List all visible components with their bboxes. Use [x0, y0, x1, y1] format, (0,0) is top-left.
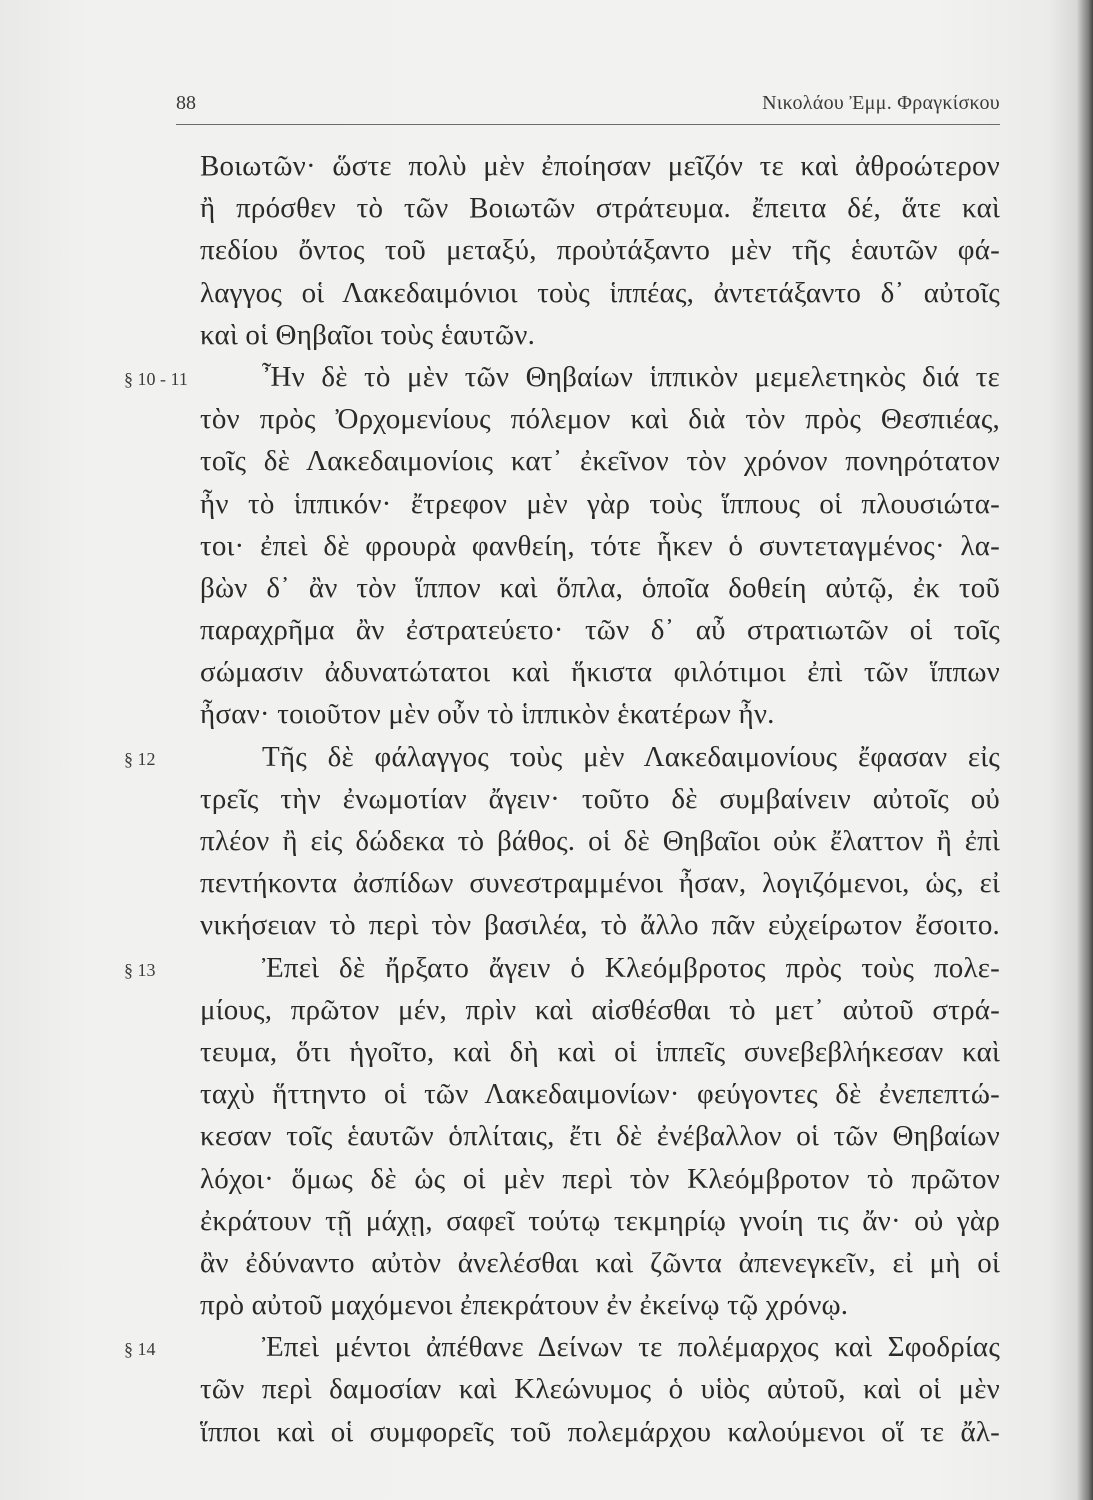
text-line — [0, 778, 1093, 820]
text-line — [0, 1115, 1093, 1157]
text-line — [0, 609, 1093, 651]
line-text: καὶ οἱ Θηβαῖοι τοὺς ἑαυτῶν. — [200, 318, 536, 351]
text-line — [0, 187, 1093, 229]
section-marker: § 12 — [124, 748, 156, 769]
line-text: Ἦν δὲ τὸ μὲν τῶν Θηβαίων ἱππικὸν μεμελετηκὸς διά τε — [262, 360, 1000, 393]
line-text: Βοιωτῶν· ὥστε πολὺ μὲν ἐποίησαν μεῖζόν τε καὶ ἀθροώτερον — [200, 150, 1000, 182]
line-text: κεσαν τοῖς ἑαυτῶν ὁπλίταις, ἔτι δὲ ἐνέβαλλον οἱ τῶν Θηβαίων — [200, 1120, 1000, 1153]
text-line — [0, 272, 1093, 314]
text-line — [0, 820, 1093, 862]
text-line — [0, 862, 1093, 904]
text-line — [0, 356, 1093, 398]
text-line — [0, 483, 1093, 525]
text-line — [0, 398, 1093, 440]
line-text: πλέον ἢ εἰς δώδεκα τὸ βάθος. οἱ δὲ Θηβαῖοι οὐκ ἔλαττον ἢ ἐπὶ — [200, 825, 1000, 857]
line-text: τευμα, ὅτι ἡγοῖτο, καὶ δὴ καὶ οἱ ἱππεῖς συνεβεβλήκεσαν καὶ — [200, 1035, 1000, 1068]
line-text: Ἐπεὶ δὲ ἤρξατο ἄγειν ὁ Κλεόμβροτος πρὸς τοὺς πολε- — [262, 951, 1000, 984]
section-marker: § 14 — [124, 1339, 156, 1360]
text-line — [0, 1031, 1093, 1073]
text-line — [0, 1073, 1093, 1115]
line-text: παραχρῆμα ἂν ἐστρατεύετο· τῶν δ᾽ αὖ στρατιωτῶν οἱ τοῖς — [200, 614, 1000, 647]
text-line — [0, 1284, 1093, 1326]
page-header — [176, 92, 1000, 122]
text-line — [0, 1158, 1093, 1200]
line-text: πεδίου ὄντος τοῦ μεταξύ, προὐτάξαντο μὲν τῆς ἑαυτῶν φά- — [200, 234, 1000, 267]
text-line — [0, 1368, 1093, 1410]
text-line — [0, 440, 1093, 482]
text-line — [0, 693, 1093, 735]
line-text: ἐκράτουν τῇ μάχῃ, σαφεῖ τούτῳ τεκμηρίῳ γνοίη τις ἄν· οὐ γὰρ — [200, 1204, 1000, 1237]
section-marker: § 13 — [124, 959, 156, 980]
header-rule — [176, 124, 1000, 125]
line-text: ἢ πρόσθεν τὸ τῶν Βοιωτῶν στράτευμα. ἔπειτα δέ, ἅτε καὶ — [200, 192, 1000, 225]
line-text: τρεῖς τὴν ἐνωμοτίαν ἄγειν· τοῦτο δὲ συμβαίνειν αὐτοῖς οὐ — [200, 782, 1000, 815]
text-line — [0, 1326, 1093, 1368]
line-text: βὼν δ᾽ ἂν τὸν ἵππον καὶ ὅπλα, ὁποῖα δοθείη αὐτῷ, ἐκ τοῦ — [200, 571, 1000, 604]
line-text: λόχοι· ὅμως δὲ ὡς οἱ μὲν περὶ τὸν Κλεόμβροτον τὸ πρῶτον — [200, 1162, 1000, 1195]
text-line — [0, 1200, 1093, 1242]
line-text: ἵπποι καὶ οἱ συμφορεῖς τοῦ πολεμάρχου καλούμενοι οἵ τε ἄλ- — [200, 1415, 1000, 1448]
line-text: τοι· ἐπεὶ δὲ φρουρὰ φανθείη, τότε ἧκεν ὁ συντεταγμένος· λα- — [200, 529, 1000, 562]
page-number: 88 — [176, 92, 196, 114]
line-text: ταχὺ ἥττηντο οἱ τῶν Λακεδαιμονίων· φεύγοντες δὲ ἐνεπεπτώ- — [200, 1078, 1000, 1111]
line-text: Τῆς δὲ φάλαγγος τοὺς μὲν Λακεδαιμονίους ἔφασαν εἰς — [262, 740, 1000, 773]
line-text: ἦσαν· τοιοῦτον μὲν οὖν τὸ ἱππικὸν ἑκατέρων ἦν. — [200, 698, 775, 731]
line-text: λαγγος οἱ Λακεδαιμόνιοι τοὺς ἱππέας, ἀντετάξαντο δ᾽ αὐτοῖς — [200, 276, 1000, 309]
line-text: νικήσειαν τὸ περὶ τὸν βασιλέα, τὸ ἄλλο πᾶν εὐχείρωτον ἔσοιτο. — [200, 909, 1000, 942]
text-line — [0, 314, 1093, 356]
page-edge-shadow — [1077, 0, 1093, 1500]
line-text: σώμασιν ἀδυνατώτατοι καὶ ἥκιστα φιλότιμοι ἐπὶ τῶν ἵππων — [200, 656, 1000, 689]
text-line — [0, 229, 1093, 271]
text-line — [0, 736, 1093, 778]
line-text: τὸν πρὸς Ὀρχομενίους πόλεμον καὶ διὰ τὸν πρὸς Θεσπιέας, — [200, 403, 1000, 436]
line-text: τῶν περὶ δαμοσίαν καὶ Κλεώνυμος ὁ υἱὸς αὐτοῦ, καὶ οἱ μὲν — [200, 1373, 1000, 1406]
text-line — [0, 947, 1093, 989]
line-text: μίους, πρῶτον μέν, πρὶν καὶ αἰσθέσθαι τὸ μετ᾽ αὐτοῦ στρά- — [200, 993, 1000, 1026]
line-text: Ἐπεὶ μέντοι ἀπέθανε Δείνων τε πολέμαρχος καὶ Σφοδρίας — [262, 1331, 1000, 1364]
text-line — [0, 525, 1093, 567]
text-line — [0, 567, 1093, 609]
text-line — [0, 1242, 1093, 1284]
text-line — [0, 1411, 1093, 1453]
text-line — [0, 989, 1093, 1031]
line-text: πρὸ αὐτοῦ μαχόμενοι ἐπεκράτουν ἐν ἐκείνῳ τῷ χρόνῳ. — [200, 1289, 849, 1322]
line-text: τοῖς δὲ Λακεδαιμονίοις κατ᾽ ἐκεῖνον τὸν χρόνον πονηρότατον — [200, 445, 1000, 478]
running-head: Νικολάου Ἐμμ. Φραγκίσκου — [762, 92, 1000, 114]
text-line — [0, 145, 1093, 187]
line-text: πεντήκοντα ἀσπίδων συνεστραμμένοι ἦσαν, λογιζόμενοι, ὡς, εἰ — [200, 867, 1000, 900]
line-text: ἂν ἐδύναντο αὐτὸν ἀνελέσθαι καὶ ζῶντα ἀπενεγκεῖν, εἰ μὴ οἱ — [200, 1246, 1000, 1279]
line-text: ἦν τὸ ἱππικόν· ἔτρεφον μὲν γὰρ τοὺς ἵππους οἱ πλουσιώτα- — [200, 487, 1000, 520]
body-text — [0, 145, 1093, 1453]
text-line — [0, 904, 1093, 946]
section-marker: § 10 - 11 — [124, 368, 188, 389]
text-line — [0, 651, 1093, 693]
